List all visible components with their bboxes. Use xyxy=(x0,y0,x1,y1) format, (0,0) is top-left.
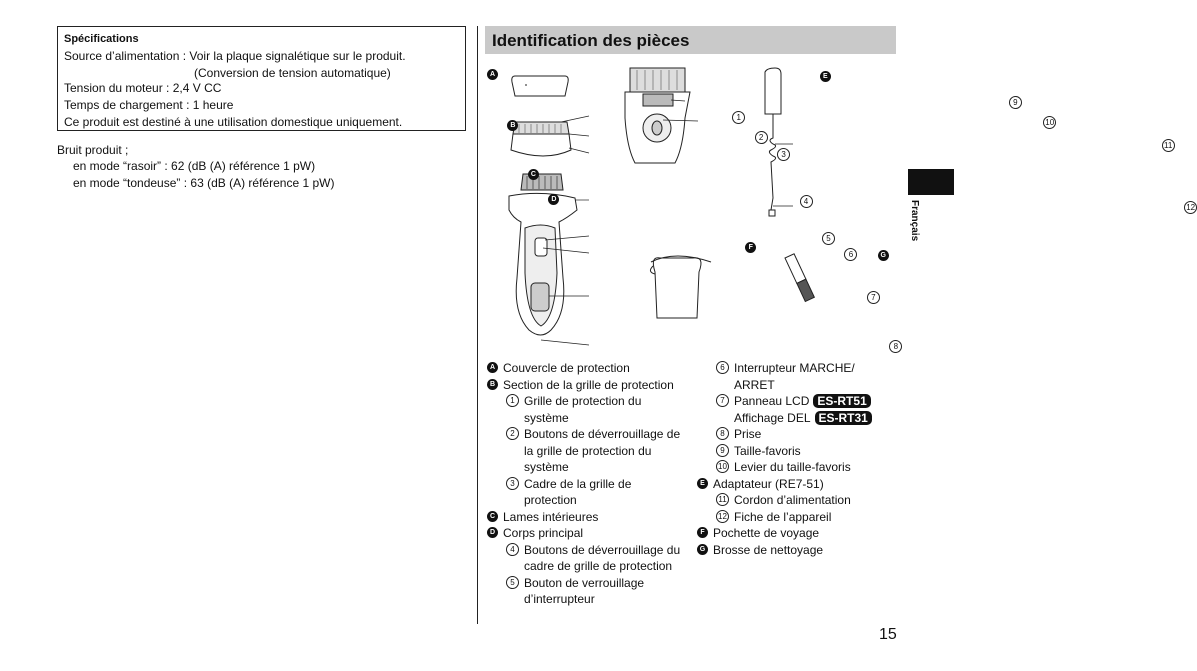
legend-marker: B xyxy=(487,379,498,390)
figure-label-a: A xyxy=(487,69,498,80)
legend-item xyxy=(506,542,680,559)
model-badge: ES-RT51 xyxy=(813,394,870,408)
legend-text: Cordon d’alimentation xyxy=(734,493,851,507)
noise-razor: en mode “rasoir” : 62 (dB (A) référence 1 pW) xyxy=(73,159,316,173)
legend-left xyxy=(487,360,697,620)
legend-marker: C xyxy=(487,511,498,522)
legend-item xyxy=(487,360,630,377)
spec-motor-voltage: Tension du moteur : 2,4 V CC xyxy=(64,81,222,95)
parts-illustration xyxy=(485,58,905,358)
legend-item xyxy=(506,476,631,493)
legend-marker: 8 xyxy=(716,427,729,440)
legend-text: Boutons de déverrouillage de xyxy=(524,427,681,441)
legend-text: Fiche de l’appareil xyxy=(734,509,832,524)
language-tab-label: Français xyxy=(909,200,920,242)
legend-item xyxy=(524,558,672,575)
legend-item xyxy=(524,492,577,509)
legend-item xyxy=(716,426,761,443)
legend-text: Affichage DEL xyxy=(734,410,811,425)
legend-item xyxy=(716,509,831,526)
legend-text: protection xyxy=(524,493,577,507)
legend-text: Levier du taille-favoris xyxy=(734,460,851,474)
legend-item xyxy=(524,410,569,427)
legend-item xyxy=(734,377,775,394)
figure-label-f: F xyxy=(745,242,756,253)
callout-6: 6 xyxy=(844,248,857,261)
travel-pouch-drawing xyxy=(653,258,701,318)
legend-marker: 9 xyxy=(716,444,729,457)
legend-marker: A xyxy=(487,362,498,373)
figure-label-c: C xyxy=(528,169,539,180)
legend-text: Lames intérieures xyxy=(503,509,599,524)
legend-text: Prise xyxy=(734,427,762,441)
spec-household-use: Ce produit est destiné à une utilisation domestique uniquement. xyxy=(64,115,403,129)
legend-item xyxy=(524,591,595,608)
callout-1: 1 xyxy=(732,111,745,124)
figure-label-b: B xyxy=(507,120,518,131)
legend-marker: 2 xyxy=(506,427,519,440)
legend-item xyxy=(524,443,651,460)
legend-item xyxy=(716,459,851,476)
legend-text: Panneau LCD xyxy=(734,394,810,408)
legend-text: ARRET xyxy=(734,377,775,392)
callout-2: 2 xyxy=(755,131,768,144)
language-tab xyxy=(906,200,922,256)
callout-9: 9 xyxy=(1009,96,1022,109)
noise-label: Bruit produit ; xyxy=(57,143,129,157)
legend-text: cadre de grille de protection xyxy=(524,559,673,573)
legend-text: Corps principal xyxy=(503,526,584,540)
legend-marker: 7 xyxy=(716,394,729,407)
legend-item xyxy=(697,476,824,493)
callout-10: 10 xyxy=(1043,116,1056,129)
spec-power-source: Source d’alimentation : Voir la plaque signalétique sur le produit. xyxy=(64,49,406,63)
legend-right xyxy=(697,360,897,570)
legend-item xyxy=(487,525,583,542)
cleaning-brush-drawing xyxy=(785,254,814,302)
legend-text: Couvercle de protection xyxy=(503,361,630,375)
legend-item xyxy=(487,377,674,394)
legend-text: Boutons de déverrouillage du xyxy=(524,542,681,557)
callout-7: 7 xyxy=(867,291,880,304)
specifications-heading: Spécifications xyxy=(64,33,139,45)
legend-item xyxy=(506,575,644,592)
legend-item xyxy=(524,459,569,476)
legend-text: Grille de protection du xyxy=(524,394,642,408)
model-badge: ES-RT31 xyxy=(815,411,872,425)
legend-item xyxy=(506,393,641,410)
spec-voltage-conversion: (Conversion de tension automatique) xyxy=(194,66,391,80)
legend-text: Adaptateur (RE7-51) xyxy=(713,476,824,491)
figure-label-e: E xyxy=(820,71,831,82)
legend-marker: E xyxy=(697,478,708,489)
legend-item xyxy=(716,443,801,460)
legend-marker: 10 xyxy=(716,460,729,473)
legend-text: Bouton de verrouillage xyxy=(524,575,645,590)
legend-marker: 6 xyxy=(716,361,729,374)
legend-text: Cadre de la grille de xyxy=(524,476,632,491)
foil-section-drawing xyxy=(513,122,569,134)
legend-marker: 1 xyxy=(506,394,519,407)
legend-marker: 5 xyxy=(506,576,519,589)
language-tab-marker xyxy=(908,169,954,195)
legend-item xyxy=(716,360,855,377)
legend-item xyxy=(734,410,872,427)
callout-11: 11 xyxy=(1162,139,1175,152)
legend-marker: 12 xyxy=(716,510,729,523)
legend-item xyxy=(716,393,871,410)
callout-8: 8 xyxy=(889,340,902,353)
legend-text: la grille de protection du xyxy=(524,443,652,458)
legend-text: Interrupteur MARCHE/ xyxy=(734,361,855,375)
legend-item xyxy=(487,509,598,526)
noise-trimmer: en mode “tondeuse” : 63 (dB (A) référence 1 pW) xyxy=(73,176,335,190)
callout-4: 4 xyxy=(800,195,813,208)
figure-label-g: G xyxy=(878,250,889,261)
figure-label-d: D xyxy=(548,194,559,205)
legend-marker: 4 xyxy=(506,543,519,556)
legend-marker: F xyxy=(697,527,708,538)
legend-marker: G xyxy=(697,544,708,555)
legend-text: Brosse de nettoyage xyxy=(713,542,824,557)
callout-12: 12 xyxy=(1184,201,1197,214)
callout-3: 3 xyxy=(777,148,790,161)
legend-text: d’interrupteur xyxy=(524,592,595,606)
legend-text: Pochette de voyage xyxy=(713,526,820,540)
legend-text: système xyxy=(524,460,569,474)
legend-text: Section de la grille de protection xyxy=(503,377,674,392)
legend-item xyxy=(716,492,851,509)
legend-item xyxy=(506,426,680,443)
callout-5: 5 xyxy=(822,232,835,245)
legend-item xyxy=(697,542,823,559)
legend-item xyxy=(697,525,819,542)
protective-cap-drawing xyxy=(512,76,568,96)
spec-charging-time: Temps de chargement : 1 heure xyxy=(64,98,234,112)
legend-marker: 3 xyxy=(506,477,519,490)
page-number: 15 xyxy=(879,626,897,643)
legend-text: Taille-favoris xyxy=(734,443,801,458)
section-title: Identification des pièces xyxy=(492,31,690,50)
column-divider xyxy=(477,26,478,624)
legend-marker: 11 xyxy=(716,493,729,506)
legend-marker: D xyxy=(487,527,498,538)
legend-text: système xyxy=(524,410,569,425)
adapter-drawing xyxy=(765,68,781,114)
